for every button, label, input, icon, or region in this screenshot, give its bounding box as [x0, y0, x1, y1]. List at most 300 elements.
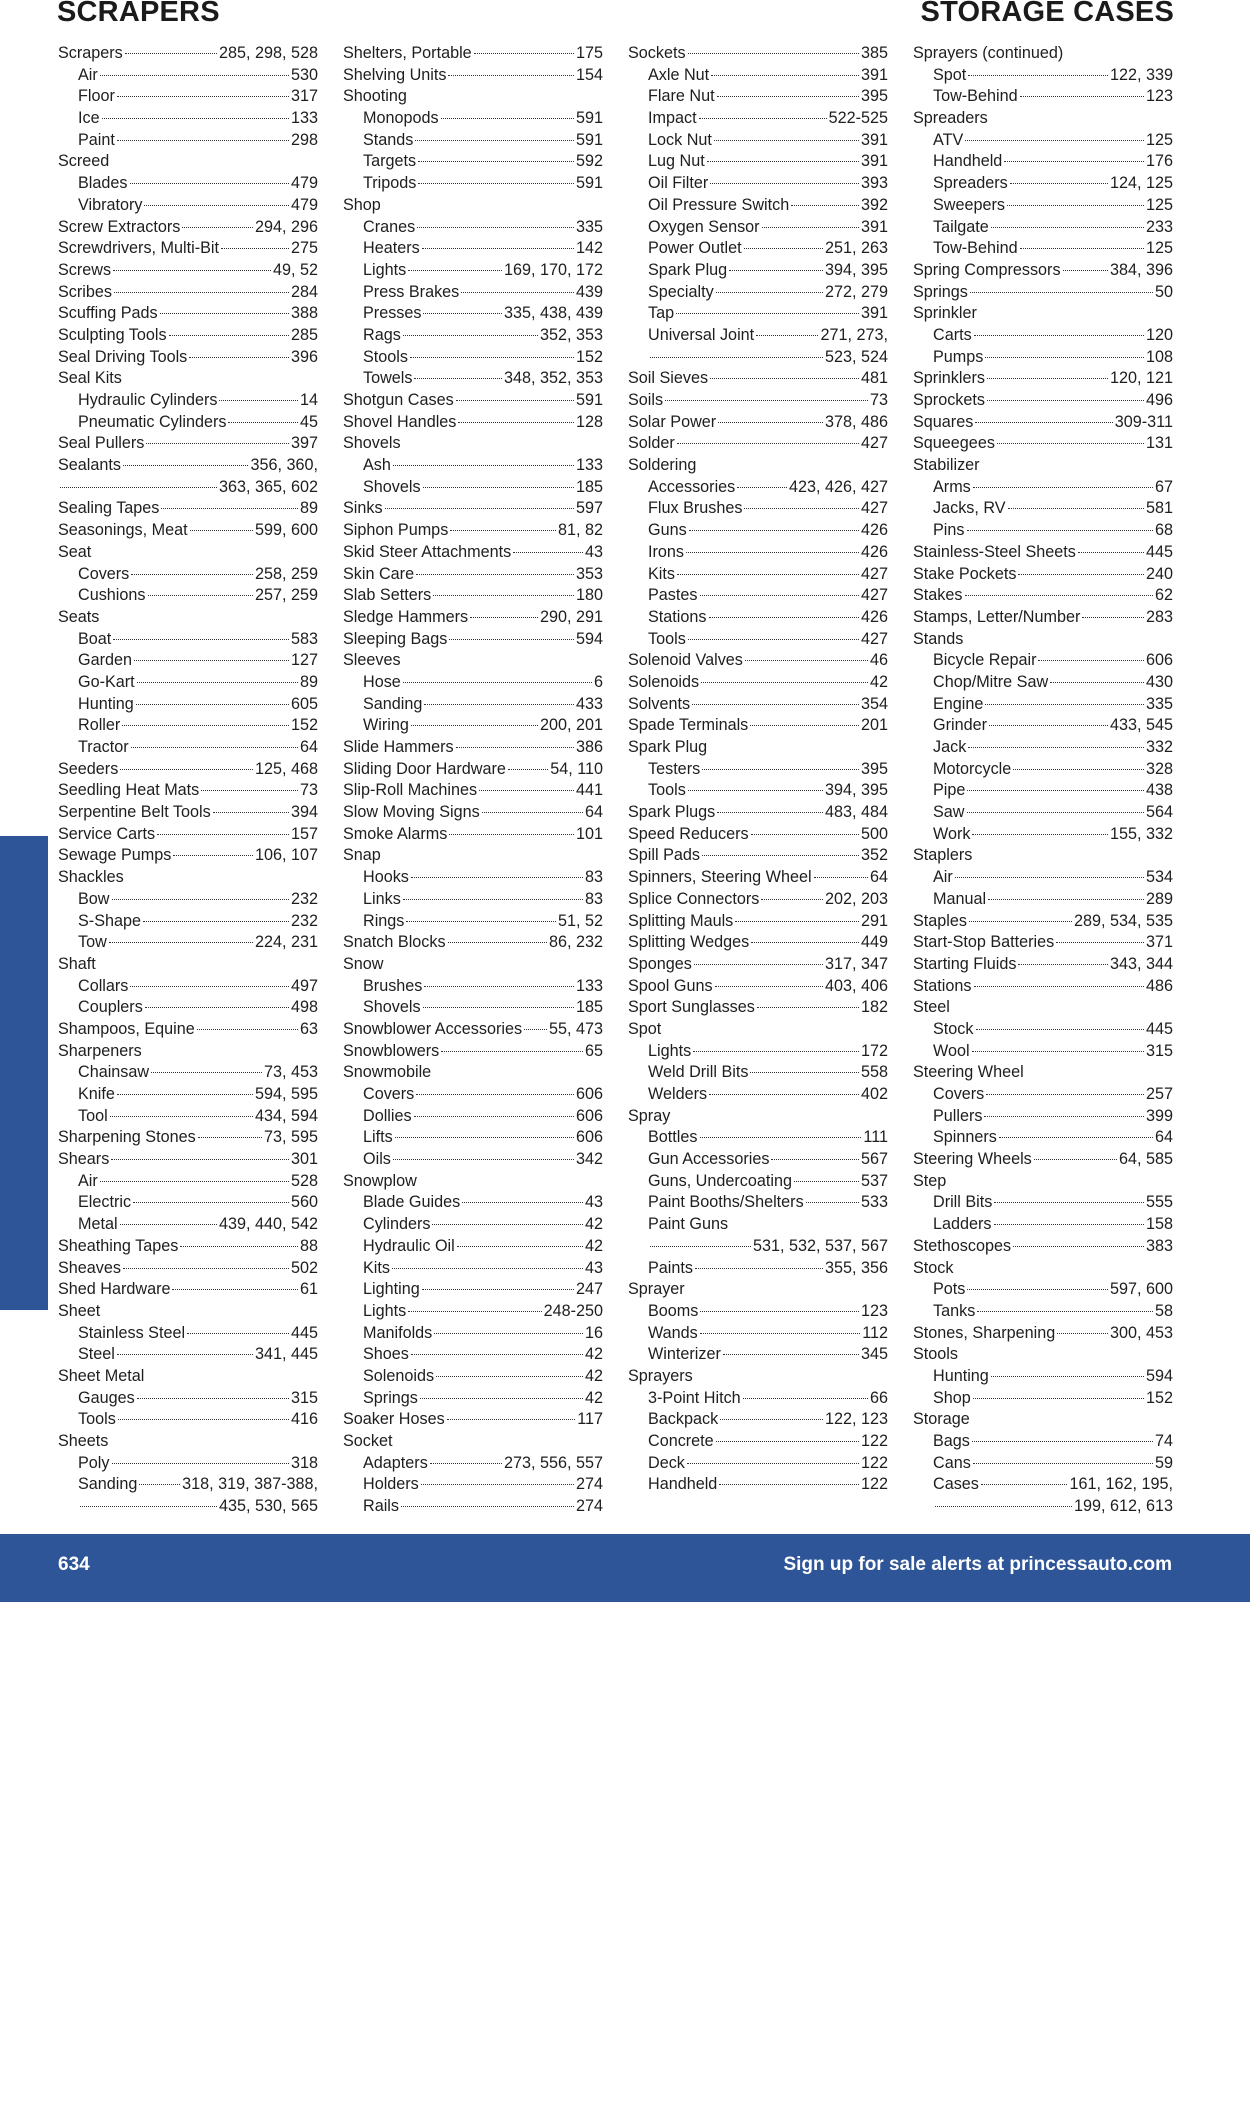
dot-leader [692, 704, 859, 705]
index-subentry [343, 173, 603, 195]
index-subentry [913, 715, 1173, 737]
dot-leader [120, 1224, 217, 1225]
index-subentry [628, 1236, 888, 1258]
entry-page-numbers: 317, 347 [824, 954, 888, 973]
dot-leader [418, 161, 574, 162]
index-entry [58, 867, 318, 889]
entry-label: Seats [58, 607, 100, 626]
index-subentry [628, 1127, 888, 1149]
entry-page-numbers: 59 [1154, 1453, 1173, 1472]
entry-page-numbers: 343, 344 [1109, 954, 1173, 973]
entry-page-numbers: 133 [290, 109, 318, 128]
index-entry [913, 629, 1173, 651]
entry-page-numbers: 356, 360, [250, 456, 318, 475]
index-entry [343, 932, 603, 954]
entry-page-numbers: 396 [290, 347, 318, 366]
dot-leader [988, 899, 1144, 900]
entry-label: Screwdrivers, Multi-Bit [58, 239, 219, 258]
entry-page-numbers: 128 [575, 412, 603, 431]
index-entry [628, 932, 888, 954]
dot-leader [1020, 96, 1144, 97]
entry-label: Bottles [648, 1128, 698, 1147]
dot-leader [449, 639, 574, 640]
entry-label: Kits [648, 564, 675, 583]
index-subentry [628, 303, 888, 325]
entry-label: Soldering [628, 456, 697, 475]
entry-label: Sprayers (continued) [913, 44, 1064, 62]
dot-leader [1007, 205, 1144, 206]
index-subentry [628, 282, 888, 304]
entry-page-numbers: 157 [290, 824, 318, 843]
dot-leader [474, 53, 574, 54]
entry-page-numbers: 14 [299, 391, 318, 409]
entry-label: Slide Hammers [343, 738, 454, 756]
entry-label: Stamps, Letter/Number [913, 607, 1081, 626]
index-subentry [343, 1388, 603, 1410]
entry-label: Shackles [58, 868, 124, 887]
dot-leader [976, 1029, 1144, 1030]
entry-page-numbers: 64 [584, 803, 603, 822]
index-subentry [913, 1019, 1173, 1041]
entry-page-numbers: 285 [290, 325, 318, 344]
entry-page-numbers: 592 [575, 152, 603, 171]
dot-leader [814, 877, 868, 878]
entry-label: Lifts [363, 1128, 393, 1147]
entry-label: Drill Bits [933, 1193, 993, 1212]
index-entry [628, 954, 888, 976]
entry-label: Steel [78, 1345, 115, 1364]
entry-page-numbers: 272, 279 [824, 282, 888, 301]
entry-page-numbers: 61 [299, 1280, 318, 1299]
entry-label: Chainsaw [78, 1063, 150, 1082]
entry-page-numbers: 502 [290, 1258, 318, 1277]
index-entry [343, 780, 603, 802]
entry-label: Spray [628, 1106, 671, 1125]
dot-leader [417, 227, 574, 228]
index-entry [58, 282, 318, 304]
dot-leader [190, 530, 253, 531]
entry-label: Seal Driving Tools [58, 347, 188, 366]
entry-page-numbers: 581 [1145, 499, 1173, 518]
entry-label: Shop [933, 1388, 971, 1407]
entry-page-numbers: 537 [860, 1171, 888, 1190]
entry-page-numbers: 384, 396 [1109, 260, 1173, 279]
dot-leader [1013, 769, 1144, 770]
entry-label: Soil Sieves [628, 369, 709, 388]
index-subentry [58, 412, 318, 434]
entry-page-numbers: 391 [860, 217, 888, 236]
index-subentry [628, 130, 888, 152]
entry-label: Spot [628, 1019, 662, 1038]
index-entry [628, 715, 888, 737]
entry-label: Tow [78, 933, 107, 952]
entry-page-numbers: 73, 595 [263, 1128, 318, 1147]
index-subentry [913, 802, 1173, 824]
entry-page-numbers: 42 [584, 1366, 603, 1385]
dot-leader [146, 443, 289, 444]
index-column-3 [628, 43, 888, 1496]
index-entry [343, 607, 603, 629]
entry-label: Staplers [913, 846, 973, 865]
entry-label: Carts [933, 325, 972, 344]
dot-leader [134, 660, 289, 661]
index-entry [58, 217, 318, 239]
entry-label: Solenoids [628, 672, 700, 691]
entry-label: Sweepers [933, 195, 1005, 214]
dot-leader [160, 313, 289, 314]
entry-page-numbers: 51, 52 [557, 911, 603, 930]
index-subentry [343, 108, 603, 130]
page-footer [0, 1534, 1250, 1602]
entry-label: Squeegees [913, 434, 995, 453]
dot-leader [461, 292, 574, 293]
index-subentry [343, 1474, 603, 1496]
index-subentry [343, 976, 603, 998]
index-entry [628, 43, 888, 65]
index-entry [343, 1019, 603, 1041]
entry-page-numbers: 496 [1145, 391, 1173, 409]
entry-label: Tripods [363, 174, 417, 193]
dot-leader [688, 639, 859, 640]
entry-label: Soils [628, 391, 664, 409]
index-entry [58, 954, 318, 976]
index-subentry [343, 1106, 603, 1128]
entry-label: Stones, Sharpening [913, 1323, 1056, 1342]
entry-page-numbers: 42 [869, 672, 888, 691]
entry-label: Seat [58, 542, 92, 561]
index-subentry [913, 1496, 1173, 1518]
entry-label: Arms [933, 477, 971, 496]
index-subentry [628, 585, 888, 607]
entry-label: ATV [933, 130, 964, 149]
index-subentry [343, 694, 603, 716]
index-subentry [628, 1323, 888, 1345]
entry-page-numbers: 583 [290, 629, 318, 648]
entry-page-numbers: 247 [575, 1280, 603, 1299]
entry-page-numbers: 479 [290, 195, 318, 214]
entry-page-numbers: 594, 595 [254, 1085, 318, 1103]
dot-leader [991, 227, 1144, 228]
entry-page-numbers: 594 [575, 629, 603, 648]
entry-label: Irons [648, 542, 684, 561]
dot-leader [213, 812, 289, 813]
index-entry [913, 845, 1173, 867]
entry-page-numbers: 120 [1145, 325, 1173, 344]
entry-label: Sponges [628, 954, 692, 973]
dot-leader [228, 422, 298, 423]
index-subentry [913, 325, 1173, 347]
index-subentry [343, 911, 603, 933]
sale-alerts-link[interactable]: Sign up for sale alerts at princessauto.com [783, 1554, 1172, 1575]
entry-label: Screw Extractors [58, 217, 181, 236]
entry-label: S-Shape [78, 911, 141, 930]
entry-page-numbers: 274 [575, 1475, 603, 1494]
index-subentry [58, 1084, 318, 1106]
entry-label: Scuffing Pads [58, 304, 158, 323]
entry-label: Steering Wheel [913, 1063, 1024, 1082]
entry-page-numbers: 54, 110 [550, 759, 603, 778]
dot-leader [109, 942, 253, 943]
entry-label: Slab Setters [343, 586, 432, 605]
dot-leader [415, 140, 574, 141]
index-entry [343, 802, 603, 824]
entry-label: Shovel Handles [343, 412, 457, 431]
entry-label: Gauges [78, 1388, 135, 1407]
entry-page-numbers: 176 [1145, 152, 1173, 171]
index-entry [58, 1301, 318, 1323]
index-subentry [343, 455, 603, 477]
index-subentry [628, 217, 888, 239]
dot-leader [508, 769, 548, 770]
dot-leader [710, 183, 859, 184]
index-subentry [628, 780, 888, 802]
entry-page-numbers: 169, 170, 172 [503, 260, 603, 279]
entry-page-numbers: 483, 484 [824, 803, 888, 822]
entry-label: Paint Guns [648, 1215, 729, 1234]
index-subentry [913, 1388, 1173, 1410]
entry-page-numbers: 185 [575, 477, 603, 496]
dot-leader [173, 855, 253, 856]
entry-page-numbers: 386 [575, 738, 603, 756]
entry-label: Electric [78, 1193, 132, 1212]
entry-page-numbers: 394, 395 [824, 260, 888, 279]
entry-label: Handheld [648, 1475, 718, 1494]
entry-label: Step [913, 1171, 947, 1190]
index-entry [913, 390, 1173, 412]
dot-leader [424, 704, 574, 705]
dot-leader [986, 1094, 1144, 1095]
entry-page-numbers: 83 [584, 868, 603, 887]
entry-page-numbers: 522-525 [828, 109, 888, 128]
dot-leader [700, 1137, 862, 1138]
entry-label: Sprinklers [913, 369, 985, 388]
dot-leader [120, 769, 253, 770]
entry-label: Chop/Mitre Saw [933, 672, 1049, 691]
index-entry [343, 1409, 603, 1431]
index-subentry [628, 759, 888, 781]
index-subentry [628, 238, 888, 260]
entry-label: Backpack [648, 1410, 719, 1429]
dot-leader [701, 682, 868, 683]
dot-leader [123, 465, 248, 466]
entry-page-numbers: 498 [290, 998, 318, 1017]
dot-leader [448, 942, 547, 943]
entry-label: Stainless-Steel Sheets [913, 542, 1076, 561]
index-entry [58, 1366, 318, 1388]
dot-leader [771, 1159, 859, 1160]
entry-label: Stations [913, 976, 972, 995]
entry-label: Sealing Tapes [58, 499, 160, 518]
index-entry [343, 1062, 603, 1084]
index-entry [628, 694, 888, 716]
index-subentry [628, 325, 888, 347]
entry-page-numbers: 335 [575, 217, 603, 236]
dot-leader [130, 986, 289, 987]
entry-page-numbers: 328 [1145, 759, 1173, 778]
index-subentry [343, 1084, 603, 1106]
entry-page-numbers: 560 [290, 1193, 318, 1212]
index-entry [913, 108, 1173, 130]
entry-label: Kits [363, 1258, 390, 1277]
dot-leader [392, 1268, 583, 1269]
dot-leader [1034, 1159, 1117, 1160]
entry-page-numbers: 154 [575, 65, 603, 84]
index-entry [913, 1344, 1173, 1366]
dot-leader [172, 1289, 298, 1290]
dot-leader [411, 1354, 583, 1355]
entry-page-numbers: 497 [290, 976, 318, 995]
dot-leader [401, 1506, 574, 1507]
index-subentry [913, 694, 1173, 716]
dot-leader [935, 1506, 1072, 1507]
entry-page-numbers: 591 [575, 130, 603, 149]
entry-page-numbers: 402 [860, 1085, 888, 1103]
index-subentry [343, 1236, 603, 1258]
dot-leader [393, 1159, 574, 1160]
entry-label: Tools [648, 781, 686, 800]
dot-leader [717, 812, 823, 813]
entry-label: Tool [78, 1106, 108, 1125]
entry-page-numbers: 161, 162, 195, [1069, 1475, 1173, 1494]
index-subentry [58, 650, 318, 672]
dot-leader [524, 1029, 547, 1030]
dot-leader [418, 183, 574, 184]
dot-leader [131, 574, 253, 575]
index-subentry [58, 976, 318, 998]
index-subentry [58, 694, 318, 716]
index-subentry [913, 520, 1173, 542]
entry-page-numbers: 531, 532, 537, 567 [752, 1236, 888, 1255]
index-entry [343, 824, 603, 846]
index-entry [628, 845, 888, 867]
header-right-guide-word: STORAGE CASES [920, 0, 1174, 28]
index-subentry [628, 1301, 888, 1323]
dot-leader [999, 1137, 1153, 1138]
entry-label: Sheaves [58, 1258, 121, 1277]
dot-leader [987, 400, 1144, 401]
index-subentry [628, 477, 888, 499]
entry-page-numbers: 275 [290, 239, 318, 258]
entry-label: Snowplow [343, 1171, 417, 1190]
index-subentry [343, 282, 603, 304]
index-subentry [913, 130, 1173, 152]
entry-label: Bicycle Repair [933, 651, 1037, 670]
dot-leader [676, 313, 859, 314]
index-subentry [628, 1453, 888, 1475]
dot-leader [1057, 1333, 1108, 1334]
entry-label: Manifolds [363, 1323, 433, 1342]
entry-page-numbers: 385 [860, 44, 888, 62]
dot-leader [157, 834, 289, 835]
dot-leader [117, 140, 289, 141]
dot-leader [450, 530, 556, 531]
entry-label: Spark Plug [628, 738, 708, 756]
index-subentry [343, 303, 603, 325]
entry-label: Spark Plugs [628, 803, 716, 822]
index-subentry [58, 130, 318, 152]
entry-label: Pneumatic Cylinders [78, 412, 227, 431]
index-subentry [343, 1192, 603, 1214]
entry-page-numbers: 335, 438, 439 [503, 304, 603, 323]
index-subentry [628, 65, 888, 87]
index-subentry [343, 1258, 603, 1280]
dot-leader [385, 508, 574, 509]
index-entry [343, 1431, 603, 1453]
dot-leader [991, 1376, 1144, 1377]
entry-label: Shears [58, 1150, 110, 1169]
entry-label: Sheet Metal [58, 1366, 145, 1385]
index-entry [913, 932, 1173, 954]
dot-leader [716, 292, 823, 293]
index-subentry [913, 173, 1173, 195]
entry-label: Boat [78, 629, 112, 648]
index-subentry [58, 629, 318, 651]
entry-label: Testers [648, 759, 701, 778]
entry-label: Hunting [933, 1366, 989, 1385]
index-subentry [343, 1127, 603, 1149]
index-subentry [58, 889, 318, 911]
entry-label: Tow-Behind [933, 87, 1018, 106]
entry-label: Ice [78, 109, 100, 128]
dot-leader [180, 1246, 298, 1247]
entry-label: Screws [58, 260, 112, 279]
dot-leader [715, 986, 823, 987]
entry-label: Paints [648, 1258, 693, 1277]
index-subentry [913, 151, 1173, 173]
entry-label: Shed Hardware [58, 1280, 171, 1299]
index-entry [913, 954, 1173, 976]
entry-page-numbers: 591 [575, 391, 603, 409]
entry-page-numbers: 42 [584, 1215, 603, 1234]
index-subentry [58, 108, 318, 130]
entry-page-numbers: 317 [290, 87, 318, 106]
dot-leader [756, 335, 818, 336]
entry-page-numbers: 106, 107 [254, 846, 318, 865]
entry-page-numbers: 251, 263 [824, 239, 888, 258]
entry-label: Stakes [913, 586, 963, 605]
entry-label: Sewage Pumps [58, 846, 172, 865]
dot-leader [423, 313, 502, 314]
index-entry [913, 43, 1173, 65]
dot-leader [973, 1398, 1144, 1399]
dot-leader [969, 921, 1072, 922]
entry-page-numbers: 122 [860, 1475, 888, 1494]
index-subentry [628, 108, 888, 130]
index-subentry [58, 86, 318, 108]
dot-leader [972, 834, 1108, 835]
index-subentry [913, 867, 1173, 889]
index-subentry [343, 1214, 603, 1236]
index-subentry [58, 1171, 318, 1193]
dot-leader [718, 422, 823, 423]
entry-label: Hydraulic Oil [363, 1236, 455, 1255]
entry-page-numbers: 73, 453 [263, 1063, 318, 1082]
entry-label: Cylinders [363, 1215, 431, 1234]
dot-leader [136, 704, 289, 705]
dot-leader [989, 725, 1108, 726]
index-entry [58, 347, 318, 369]
index-entry [58, 1019, 318, 1041]
dot-leader [1082, 617, 1144, 618]
entry-label: Lights [648, 1041, 692, 1060]
entry-label: Stands [363, 130, 414, 149]
index-subentry [343, 889, 603, 911]
entry-label: Tractor [78, 738, 129, 756]
entry-page-numbers: 597, 600 [1109, 1280, 1173, 1299]
index-entry [58, 520, 318, 542]
entry-label: Sharpening Stones [58, 1128, 196, 1147]
entry-label: Stations [648, 607, 707, 626]
